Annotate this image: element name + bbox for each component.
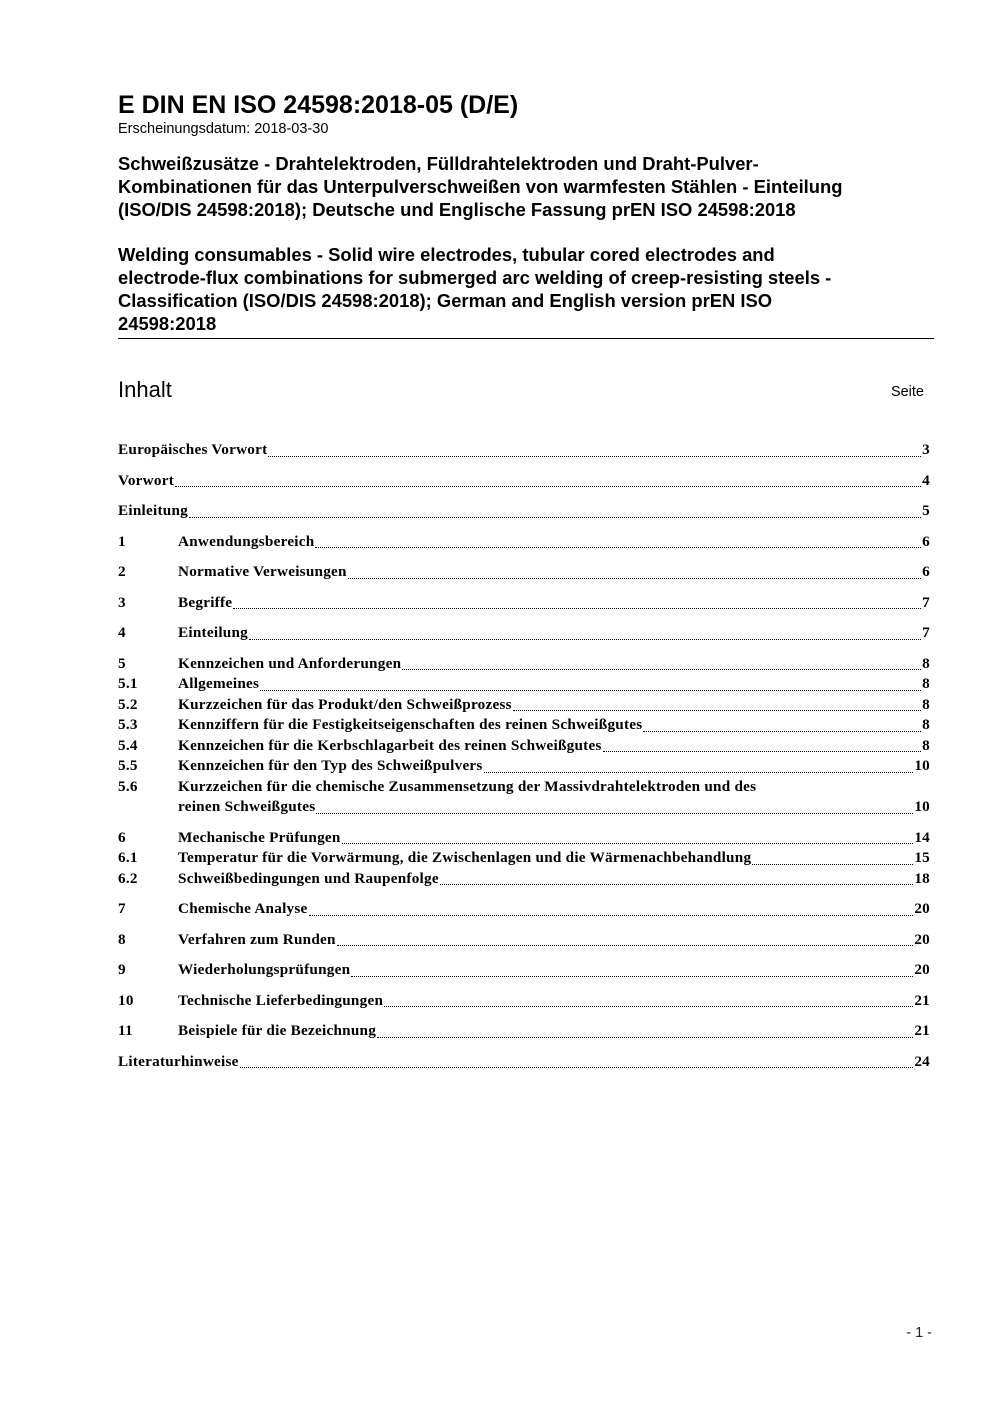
toc-entry-title-continued: reinen Schweißgutes	[178, 798, 316, 815]
toc-entry-page: 20	[914, 930, 930, 948]
toc-entry[interactable]	[118, 532, 930, 553]
toc-entry-title: Chemische Analyse	[178, 900, 308, 917]
toc-entry[interactable]	[118, 828, 930, 849]
title-english-line: 24598:2018	[118, 313, 217, 334]
toc-entry-page: 10	[914, 757, 930, 774]
toc-entry-number: 6.1	[118, 849, 138, 866]
toc-entry-title: Kennzeichen für die Kerbschlagarbeit des reinen Schweißgutes	[178, 736, 602, 754]
toc-entry-page: 8	[922, 654, 930, 672]
leader-dots	[603, 751, 922, 752]
toc-entry[interactable]	[118, 848, 930, 869]
toc-entry-number: 9	[118, 961, 126, 978]
leader-dots	[268, 456, 921, 457]
leader-dots	[348, 578, 921, 579]
leader-dots	[260, 690, 921, 691]
toc-entry[interactable]	[118, 471, 930, 492]
toc-entry-page: 21	[914, 1022, 930, 1039]
toc-entry-page: 8	[922, 695, 930, 713]
toc-entry-page: 6	[922, 532, 930, 550]
toc-entry-number: 6.2	[118, 869, 138, 887]
toc-entry-title: Kennzeichen für den Typ des Schweißpulvers	[178, 757, 483, 774]
toc-entry-number: 4	[118, 624, 126, 641]
toc-entry[interactable]	[118, 1021, 930, 1042]
toc-entry[interactable]	[118, 736, 930, 757]
leader-dots	[316, 813, 913, 814]
leader-dots	[233, 608, 921, 609]
toc-entry-number: 5.5	[118, 757, 138, 774]
toc-entry-page: 10	[914, 798, 930, 815]
toc-entry-page: 8	[922, 736, 930, 754]
toc-entry-title: Mechanische Prüfungen	[178, 828, 341, 846]
toc-entry-page: 8	[922, 675, 930, 692]
title-german-line: Kombinationen für das Unterpulverschweißen von warmfesten Stählen - Einteilung	[118, 176, 843, 197]
toc-page-label: Seite	[890, 384, 924, 400]
toc-entry[interactable]	[118, 501, 930, 522]
title-english-line: Welding consumables - Solid wire electrodes, tubular cored electrodes and	[118, 244, 775, 265]
toc-entry[interactable]	[118, 991, 930, 1012]
toc-entry-page: 18	[914, 869, 930, 887]
toc-entry[interactable]	[118, 777, 930, 818]
toc-entry[interactable]	[118, 440, 930, 461]
leader-dots	[189, 517, 921, 518]
title-german-line: Schweißzusätze - Drahtelektroden, Fülldrahtelektroden und Draht-Pulver-	[118, 153, 759, 174]
toc-entry-number: 8	[118, 930, 126, 948]
page-number: - 1 -	[906, 1325, 932, 1341]
toc-entry-title: Verfahren zum Runden	[178, 930, 336, 948]
toc-entry-title: Einteilung	[178, 624, 249, 641]
toc-entry-number: 1	[118, 532, 126, 550]
toc-entry-title: Kurzzeichen für das Produkt/den Schweißprozess	[178, 695, 512, 713]
toc-entry-page: 24	[914, 1052, 930, 1070]
toc-entry[interactable]	[118, 756, 930, 777]
toc-entry-page: 14	[914, 828, 930, 846]
toc-entry-title: Schweißbedingungen und Raupenfolge	[178, 869, 439, 887]
toc-entry[interactable]	[118, 674, 930, 695]
toc-entry-title: Kurzzeichen für die chemische Zusammensetzung der Massivdrahtelektroden und des	[178, 777, 757, 795]
toc-entry-number: 5	[118, 654, 126, 672]
title-german	[118, 152, 934, 221]
document-header	[118, 90, 934, 407]
toc-entry-title: Einleitung	[118, 502, 189, 519]
toc-entry-page: 20	[914, 900, 930, 917]
toc-entry-title: Normative Verweisungen	[178, 563, 347, 580]
toc-entry-title: Allgemeines	[178, 675, 260, 692]
leader-dots	[377, 1037, 913, 1038]
publication-date: Erscheinungsdatum: 2018-03-30	[118, 121, 329, 137]
leader-dots	[342, 843, 914, 844]
toc-entry-title: Europäisches Vorwort	[118, 441, 268, 458]
toc-header	[118, 377, 934, 407]
table-of-contents	[118, 440, 930, 1072]
toc-entry[interactable]	[118, 562, 930, 583]
toc-entry-page: 20	[914, 961, 930, 978]
toc-entry-number: 6	[118, 828, 126, 846]
leader-dots	[752, 864, 913, 865]
leader-dots	[402, 669, 921, 670]
leader-dots	[440, 884, 913, 885]
toc-entry[interactable]	[118, 869, 930, 890]
title-english-line: Classification (ISO/DIS 24598:2018); German and English version prEN ISO	[118, 290, 773, 311]
toc-entry[interactable]	[118, 593, 930, 614]
toc-entry-title: Technische Lieferbedingungen	[178, 991, 384, 1009]
leader-dots	[337, 945, 914, 946]
toc-entry-number: 11	[118, 1022, 133, 1039]
toc-entry-title: Vorwort	[118, 471, 175, 489]
toc-entry-title: Wiederholungsprüfungen	[178, 961, 351, 978]
title-german-line: (ISO/DIS 24598:2018); Deutsche und Englische Fassung prEN ISO 24598:2018	[118, 199, 796, 220]
title-english	[118, 243, 934, 335]
toc-entry-page: 15	[914, 849, 930, 866]
toc-entry[interactable]	[118, 930, 930, 951]
toc-entry[interactable]	[118, 960, 930, 981]
leader-dots	[315, 547, 921, 548]
document-id: E DIN EN ISO 24598:2018-05 (D/E)	[118, 91, 519, 119]
title-divider	[118, 338, 934, 339]
title-english-line: electrode-flux combinations for submerged arc welding of creep-resisting steels -	[118, 267, 832, 288]
toc-entry-number: 5.3	[118, 716, 138, 733]
leader-dots	[249, 639, 921, 640]
leader-dots	[643, 731, 921, 732]
toc-entry[interactable]	[118, 654, 930, 675]
toc-entry-page: 7	[922, 624, 930, 641]
toc-entry-number: 5.2	[118, 695, 138, 713]
toc-entry[interactable]	[118, 1052, 930, 1073]
toc-entry-title: Temperatur für die Vorwärmung, die Zwischenlagen und die Wärmenachbehandlung	[178, 849, 752, 866]
toc-entry-title: Begriffe	[178, 593, 233, 611]
toc-entry[interactable]	[118, 695, 930, 716]
toc-entry-number: 5.4	[118, 736, 138, 754]
toc-entry-page: 5	[922, 502, 930, 519]
leader-dots	[240, 1067, 914, 1068]
toc-entry-page: 21	[914, 991, 930, 1009]
toc-entry-title: Kennzeichen und Anforderungen	[178, 654, 402, 672]
toc-entry-title: Beispiele für die Bezeichnung	[178, 1022, 377, 1039]
toc-heading: Inhalt	[118, 377, 172, 402]
toc-entry[interactable]	[118, 715, 930, 736]
toc-entry-number: 5.1	[118, 675, 138, 692]
toc-entry-number: 2	[118, 563, 126, 580]
toc-entry-title: Anwendungsbereich	[178, 532, 315, 550]
leader-dots	[384, 1006, 913, 1007]
toc-entry-page: 4	[922, 471, 930, 489]
toc-entry[interactable]	[118, 899, 930, 920]
leader-dots	[351, 976, 913, 977]
toc-entry-page: 6	[922, 563, 930, 580]
leader-dots	[309, 915, 914, 916]
toc-entry-number: 7	[118, 900, 126, 917]
leader-dots	[513, 710, 921, 711]
toc-entry-number: 5.6	[118, 777, 138, 795]
toc-entry-title: Literaturhinweise	[118, 1052, 239, 1070]
toc-entry-page: 8	[922, 716, 930, 733]
toc-entry-page: 7	[922, 593, 930, 611]
toc-entry-number: 10	[118, 991, 134, 1009]
toc-entry-title: Kennziffern für die Festigkeitseigenschaften des reinen Schweißgutes	[178, 716, 643, 733]
leader-dots	[484, 772, 914, 773]
leader-dots	[175, 486, 921, 487]
toc-entry-number: 3	[118, 593, 126, 611]
toc-entry[interactable]	[118, 623, 930, 644]
toc-entry-page: 3	[922, 441, 930, 458]
